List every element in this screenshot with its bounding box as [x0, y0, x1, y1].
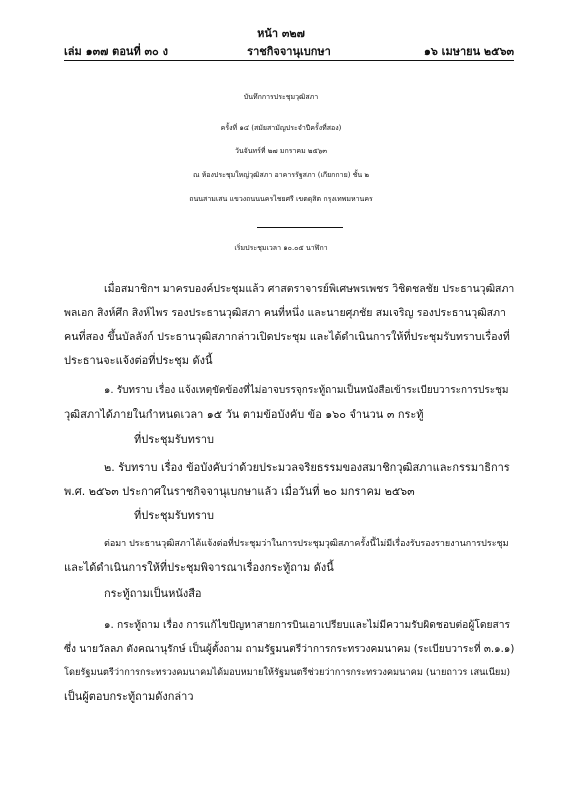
question-item-1-cont: เป็นผู้ตอบกระทู้ถามดังกล่าว [64, 690, 194, 703]
gazette-name: ราชกิจจานุเบกษา [247, 45, 331, 58]
question-item-1-cont: โดยรัฐมนตรีว่าการกระทรวงคมนาคมได้มอบหมายให้รัฐมนตรีช่วยว่าการกระทรวงคมนาคม (นายถาวร เสนเนียม) [64, 667, 511, 678]
meeting-date: วันจันทร์ที่ ๒๗ มกราคม ๒๕๖๓ [234, 147, 328, 155]
start-time: เริ่มประชุมเวลา ๑๐.๐๕ นาฬิกา [234, 244, 328, 252]
agenda-item-1: ๑. รับทราบ เรื่อง แจ้งเหตุขัดข้องที่ไม่อาจบรรจุกระทู้ถามเป็นหนังสือเข้าระเบียบวาระการประชุม [104, 385, 509, 396]
question-item-1: ๑. กระทู้ถาม เรื่อง การแก้ไขปัญหาสายการบินเอาเปรียบและไม่มีความรับผิดชอบต่อผู้โดยสาร [104, 619, 511, 631]
agenda-item-2-cont: พ.ศ. ๒๕๖๓ ประกาศในราชกิจจานุเบกษาแล้ว เมื่อวันที่ ๒๐ มกราคม ๒๕๖๓ [64, 485, 415, 498]
paragraph-line: พลเอก สิงห์ศึก สิงห์ไพร รองประธานวุฒิสภา คนที่หนึ่ง และนายศุภชัย สมเจริญ รองประธานวุฒิสภา [64, 307, 506, 319]
issue-date: ๑๖ เมษายน ๒๕๖๓ [423, 45, 514, 58]
acknowledgement: ที่ประชุมรับทราบ [134, 509, 214, 522]
agenda-item-1-cont: วุฒิสภาได้ภายในกำหนดเวลา ๑๕ วัน ตามข้อบังคับ ข้อ ๑๖๐ จำนวน ๓ กระทู้ [64, 408, 424, 421]
paragraph-line: คนที่สอง ขึ้นบัลลังก์ ประธานวุฒิสภากล่าวเปิดประชุม และได้ดำเนินการให้ที่ประชุมรับทราบเรื่องที่ [64, 330, 510, 343]
header-divider [64, 60, 514, 61]
venue-line-2: ถนนสามเสน แขวงถนนนครไชยศรี เขตดุสิต กรุงเทพมหานคร [189, 195, 373, 203]
document-title: บันทึกการประชุมวุฒิสภา [243, 93, 319, 101]
meeting-number: ครั้งที่ ๑๔ (สมัยสามัญประจำปีครั้งที่สอง) [220, 124, 342, 132]
question-item-1-cont: ซึ่ง นายวัลลภ ตังคณานุรักษ์ เป็นผู้ตั้งถาม ถามรัฐมนตรีว่าการกระทรวงคมนาคม (ระเบียบวาระที่ ๓.๑.๑) [64, 643, 515, 655]
paragraph-line: และได้ดำเนินการให้ที่ประชุมพิจารณาเรื่องกระทู้ถาม ดังนี้ [64, 561, 334, 574]
title-divider [257, 227, 343, 228]
paragraph-line: ต่อมา ประธานวุฒิสภาได้แจ้งต่อที่ประชุมว่าในการประชุมวุฒิสภาครั้งนี้ไม่มีเรื่องรับรองรายงานการประชุม [104, 539, 509, 549]
page-number: หน้า ๓๒๗ [257, 27, 305, 40]
venue-line-1: ณ ห้องประชุมใหญ่วุฒิสภา อาคารรัฐสภา (เกียกกาย) ชั้น ๒ [192, 171, 370, 179]
section-subheading: กระทู้ถามเป็นหนังสือ [104, 587, 202, 600]
paragraph-line: ประธานจะแจ้งต่อที่ประชุม ดังนี้ [64, 354, 213, 367]
paragraph-line: เมื่อสมาชิกฯ มาครบองค์ประชุมแล้ว ศาสตราจารย์พิเศษพรเพชร วิชิตชลชัย ประธานวุฒิสภา [104, 283, 515, 295]
acknowledgement: ที่ประชุมรับทราบ [134, 433, 214, 446]
agenda-item-2: ๒. รับทราบ เรื่อง ข้อบังคับว่าด้วยประมวลจริยธรรมของสมาชิกวุฒิสภาและกรรมาธิการ [104, 461, 510, 474]
volume-issue: เล่ม ๑๓๗ ตอนที่ ๓๐ ง [64, 45, 168, 58]
